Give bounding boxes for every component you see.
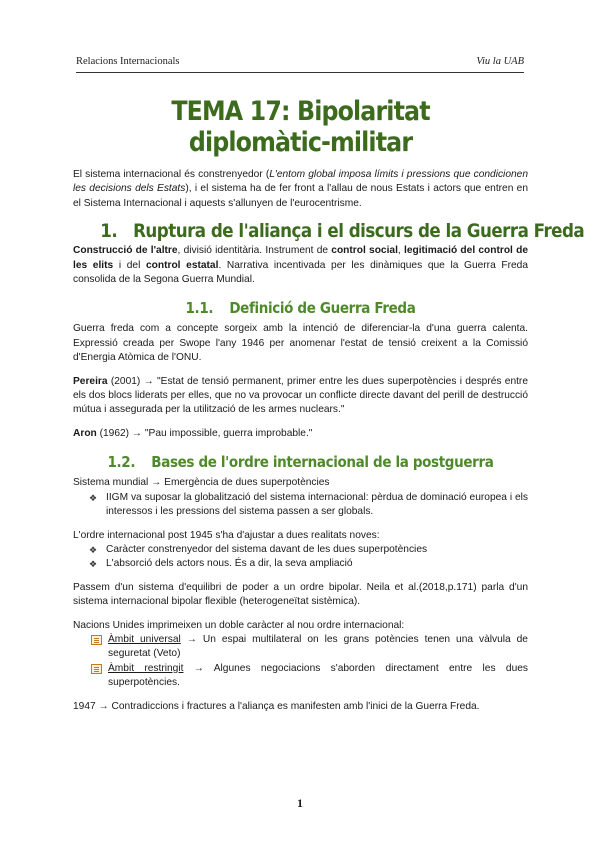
author-name: Aron bbox=[73, 427, 97, 439]
list-item-text: L'absorció dels actors nous. És a dir, la seva ampliació bbox=[106, 558, 353, 570]
list-item-text: Caràcter constrenyedor del sistema davant de les dues superpotències bbox=[106, 543, 428, 555]
list-1-lead: Sistema mundial → Emergència de dues superpotències bbox=[73, 477, 330, 489]
text-run: . Narrativa incentivada per les dinàmiques que la Guerra Freda consolida de la Segona Guerra Mundial. bbox=[73, 259, 528, 286]
quote-text: (1962) → "Pau impossible, guerra improbable." bbox=[96, 427, 313, 439]
section-1-heading bbox=[100, 220, 585, 243]
author-name: Pereira bbox=[73, 375, 108, 387]
list-3 bbox=[73, 633, 528, 691]
list-item-text bbox=[108, 633, 528, 662]
text-run: → Algunes negociacions s'aborden directament entre les dues superpotències. bbox=[108, 662, 528, 689]
bold-term: control estatal bbox=[145, 259, 219, 271]
text-run: , bbox=[397, 245, 404, 257]
text-run: , divisió identitària. Instrument de bbox=[177, 245, 332, 257]
list-item bbox=[73, 633, 528, 662]
text-run: i del bbox=[113, 259, 146, 271]
subsection-1-1-title: Definició de Guerra Freda bbox=[229, 299, 416, 318]
subsection-1-1-number: 1.1. bbox=[185, 299, 214, 318]
section-1-title: Ruptura de l'aliança i el discurs de la Guerra Freda bbox=[133, 220, 585, 243]
page-header bbox=[76, 56, 524, 73]
bold-term: Construcció de l'altre bbox=[73, 245, 178, 257]
diamond-bullet-icon: ❖ bbox=[89, 544, 98, 555]
definition-paragraph: Guerra freda com a concepte sorgeix amb la intenció de diferenciar-la d'una guerra calenta. Expressió creada per Swope l'any 1946 per anomenar l'estat de tensió creixent a la Comissió d'Energia Atòmica de l'ONU. bbox=[73, 323, 528, 364]
course-name: Relacions Internacionals bbox=[76, 56, 180, 67]
note-icon bbox=[91, 664, 102, 674]
section-1-paragraph bbox=[73, 244, 528, 287]
quote-text: (2001) → "Estat de tensió permanent, primer entre les dues superpotències i després entre els dos blocs liderats per elles, que no va provocar un conflicte directe davant del perill de destrucció mútua i assegurada per la utilització de les armes nuclears." bbox=[73, 375, 528, 416]
subsection-1-2-title: Bases de l'ordre internacional de la postguerra bbox=[151, 453, 494, 472]
intro-text-1: El sistema internacional és constrenyedor ( bbox=[73, 169, 270, 180]
list-2 bbox=[73, 543, 528, 572]
underlined-term: Àmbit restringit bbox=[108, 662, 184, 674]
subsection-1-2-heading bbox=[96, 453, 506, 471]
page-number: 1 bbox=[297, 796, 303, 810]
subsection-1-2-number: 1.2. bbox=[107, 453, 136, 472]
bold-term: legitimació del control de les elits bbox=[73, 245, 529, 271]
subsection-1-1-heading bbox=[96, 299, 506, 317]
list-item bbox=[73, 557, 528, 571]
document-body bbox=[73, 88, 585, 714]
list-item bbox=[73, 491, 528, 520]
underlined-term: Àmbit universal bbox=[108, 633, 181, 645]
text-run: → Un espai multilateral on les grans potències tenen una vàlvula de seguretat (Veto) bbox=[108, 633, 528, 660]
intro-quote: L'entom global imposa límits i pressions que condicionen les decisions dels Estats bbox=[73, 169, 528, 195]
list-1 bbox=[73, 491, 528, 520]
list-item-text: IIGM va suposar la globalització del sistema internacional: pèrdua de dominació europea i els interessos i les pressions del sistema passen a ser globals. bbox=[106, 491, 528, 518]
diamond-bullet-icon: ❖ bbox=[89, 492, 98, 503]
list-item bbox=[73, 543, 528, 557]
intro-text-2: ), i el sistema ha de fer front a l'allau de nous Estats i actors que entren en el Sistema Internacional i aquests s'allunyen de l'eurocentrisme. bbox=[73, 183, 529, 209]
source-name: Viu la UAB bbox=[476, 56, 524, 67]
diamond-bullet-icon: ❖ bbox=[89, 559, 98, 570]
section-1-number: 1. bbox=[100, 220, 118, 243]
bold-term: control social bbox=[331, 245, 398, 257]
aron-quote bbox=[73, 427, 528, 441]
intro-paragraph bbox=[73, 168, 528, 211]
note-icon bbox=[91, 635, 102, 645]
bipolar-paragraph: Passem d'un sistema d'equilibri de poder a un ordre bipolar. Neila et al.(2018,p.171) parla d'un sistema internacional bipolar flexible (heterogeneïtat sistèmica). bbox=[73, 581, 528, 608]
list-item bbox=[73, 662, 528, 691]
pereira-quote bbox=[73, 375, 528, 418]
list-2-lead: L'ordre internacional post 1945 s'ha d'ajustar a dues realitats noves: bbox=[73, 529, 380, 541]
list-3-lead: Nacions Unides imprimeixen un doble caràcter al nou ordre internacional: bbox=[73, 619, 405, 631]
list-item-text bbox=[108, 662, 528, 691]
closing-paragraph: 1947 → Contradiccions i fractures a l'aliança es manifesten amb l'inici de la Guerra Freda. bbox=[73, 700, 480, 712]
document-title: TEMA 17: Bipolaritat diplomàtic-militar bbox=[171, 96, 430, 158]
